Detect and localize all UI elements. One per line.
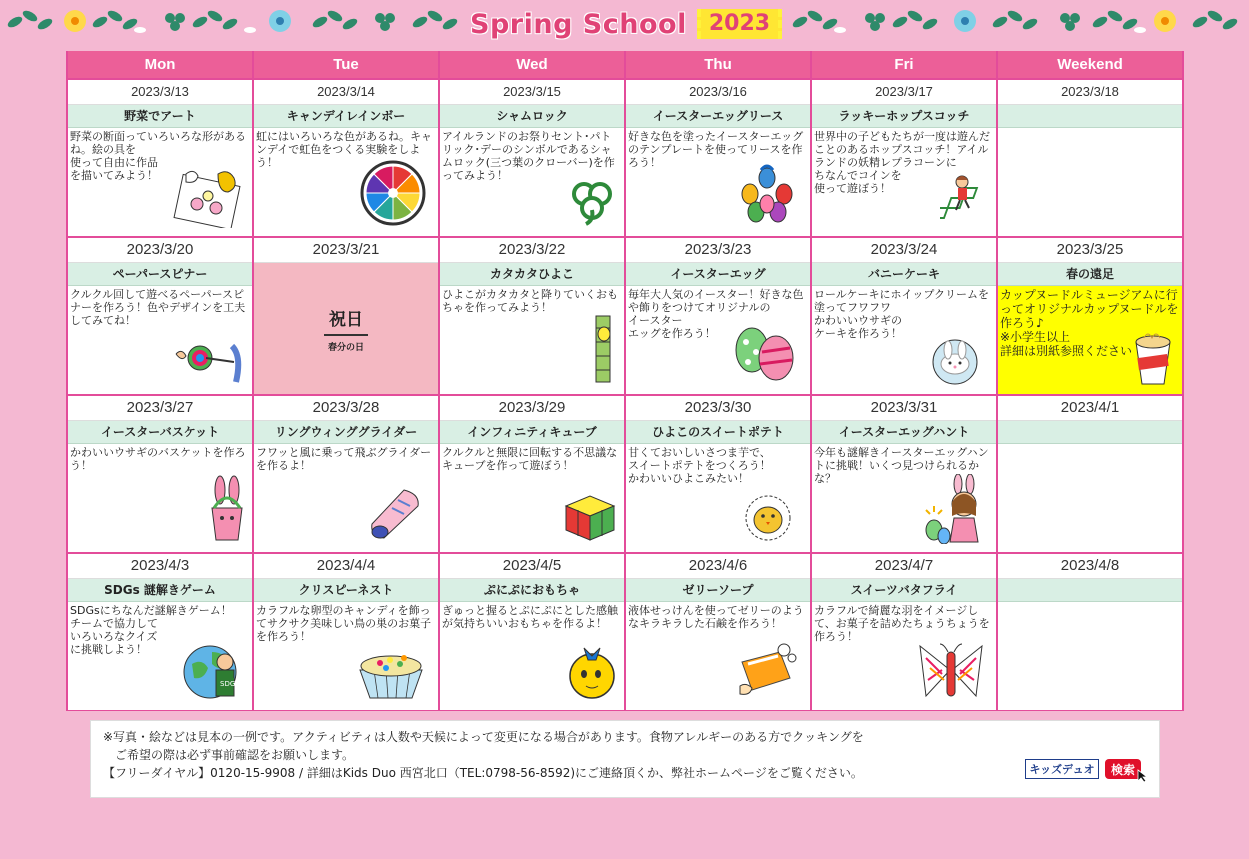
day-cell bbox=[812, 80, 996, 236]
footer-contact: 【フリーダイヤル】0120-15-9908 / 詳細はKids Duo 西宮北口（TEL:0798-56-8592)にご連絡頂くか、弊社ホームページをご覧ください。 bbox=[103, 766, 863, 780]
day-cell bbox=[812, 396, 996, 552]
day-date: 2023/3/29 bbox=[440, 396, 624, 421]
day-date: 2023/4/4 bbox=[254, 554, 438, 579]
day-date: 2023/3/23 bbox=[626, 238, 810, 263]
infinity-cube-icon bbox=[562, 490, 618, 546]
footer-note-line2: ご希望の際は必ず事前確認をお願いします。 bbox=[115, 748, 355, 762]
day-cell bbox=[626, 554, 810, 710]
activity-description: 液体せっけんを使ってゼリーのようなキラキラした石鹸を作ろう！ bbox=[628, 604, 804, 630]
sweets-butterfly-icon bbox=[916, 640, 986, 706]
activity-title: インフィニティキューブ bbox=[440, 421, 624, 444]
day-date: 2023/3/15 bbox=[440, 80, 624, 105]
bunny-cake-icon bbox=[924, 334, 986, 390]
day-date: 2023/3/16 bbox=[626, 80, 810, 105]
day-cell bbox=[254, 80, 438, 236]
day-cell bbox=[440, 80, 624, 236]
footer-note bbox=[90, 720, 1160, 798]
search-button[interactable]: 検索 bbox=[1105, 759, 1141, 779]
activity-description bbox=[998, 444, 1182, 446]
sdgs-globe-icon bbox=[182, 640, 246, 706]
day-date: 2023/3/14 bbox=[254, 80, 438, 105]
holiday-label bbox=[324, 305, 368, 353]
day-cell bbox=[812, 554, 996, 710]
activity-title bbox=[998, 579, 1182, 602]
day-header-fri: Fri bbox=[812, 51, 996, 78]
vegetable-art-icon bbox=[172, 166, 246, 232]
holiday-divider bbox=[324, 334, 368, 336]
ring-glider-icon bbox=[364, 486, 426, 546]
activity-description: 虹にはいろいろな色があるね。キャンデイで虹色をつくる実験をしよう！ bbox=[256, 130, 432, 169]
day-date: 2023/3/13 bbox=[68, 80, 252, 105]
jelly-soap-icon bbox=[734, 642, 798, 704]
sweet-potato-chick-icon bbox=[738, 492, 798, 546]
day-cell bbox=[254, 554, 438, 710]
day-date: 2023/4/7 bbox=[812, 554, 996, 579]
activity-title: キャンデイレインボー bbox=[254, 105, 438, 128]
activity-title: ぷにぷにおもちゃ bbox=[440, 579, 624, 602]
activity-title: ペーパースピナー bbox=[68, 263, 252, 286]
activity-description: アイルランドのお祭りセント･パトリック･デーのシンボルであるシャムロック(三つ葉のクローバー)を作ってみよう！ bbox=[442, 130, 615, 182]
crispy-nest-icon bbox=[356, 648, 426, 704]
day-cell bbox=[440, 554, 624, 710]
day-date: 2023/4/3 bbox=[68, 554, 252, 579]
day-date: 2023/4/8 bbox=[998, 554, 1182, 579]
activity-title: イースターエッグリース bbox=[626, 105, 810, 128]
day-cell bbox=[440, 238, 624, 394]
activity-title: スイーツバタフライ bbox=[812, 579, 996, 602]
day-header-weekend: Weekend bbox=[998, 51, 1182, 78]
day-date: 2023/3/20 bbox=[68, 238, 252, 263]
day-date: 2023/3/31 bbox=[812, 396, 996, 421]
activity-description: 今年も謎解きイースターエッグハントに挑戦！いくつ見つけられるかな？ bbox=[814, 446, 989, 485]
activity-title: ひよこのスイートポテト bbox=[626, 421, 810, 444]
day-date: 2023/3/22 bbox=[440, 238, 624, 263]
activity-description: 野菜の断面っていろいろな形があるね。絵の具を 使って自由に作品 を描いてみよう！ bbox=[70, 130, 246, 182]
kids-duo-search-box[interactable]: キッズデュオ bbox=[1025, 759, 1099, 779]
footer-note-line1: ※写真・絵などは見本の一例です。アクティビティは人数や天候によって変更になる場合があります。食物アレルギーのある方でクッキングを bbox=[103, 730, 864, 744]
day-cell bbox=[68, 238, 252, 394]
day-date: 2023/3/18 bbox=[998, 80, 1182, 105]
cursor-icon bbox=[1137, 769, 1149, 783]
day-date: 2023/4/1 bbox=[998, 396, 1182, 421]
day-cell bbox=[68, 396, 252, 552]
easter-eggs-icon bbox=[732, 322, 798, 388]
activity-description: 世界中の子どもたちが一度は遊んだことのあるホップスコッチ！アイルランドの妖精レプラコーンに ちなんでコインを 使って遊ぼう！ bbox=[814, 130, 990, 195]
cup-noodle-icon bbox=[1130, 328, 1176, 390]
header-banner bbox=[0, 0, 1249, 48]
day-cell bbox=[998, 554, 1182, 710]
activity-description: クルクルと無限に回転する不思議なキューブを作って遊ぼう！ bbox=[442, 446, 618, 472]
paper-spinner-icon bbox=[172, 336, 246, 390]
activity-title: ラッキーホップスコッチ bbox=[812, 105, 996, 128]
holiday-block bbox=[254, 263, 438, 394]
title-wrap bbox=[470, 4, 790, 44]
day-date: 2023/3/28 bbox=[254, 396, 438, 421]
activity-title: バニーケーキ bbox=[812, 263, 996, 286]
activity-description: ぎゅっと握るとぷにぷにとした感触が気持ちいいおもちゃを作るよ！ bbox=[442, 604, 618, 630]
activity-title: イースターバスケット bbox=[68, 421, 252, 444]
egg-wreath-icon bbox=[736, 164, 798, 230]
activity-description: カラフルで綺麗な羽をイメージして、お菓子を詰めたちょうちょうを作ろう！ bbox=[814, 604, 990, 643]
activity-description: ひよこがカタカタと降りていくおもちゃを作ってみよう！ bbox=[442, 288, 618, 314]
activity-description: フワッと風に乗って飛ぶグライダーを作るよ！ bbox=[256, 446, 432, 472]
year-badge: 2023 bbox=[697, 9, 782, 39]
page-title: Spring School bbox=[470, 8, 687, 40]
activity-description: かわいいウサギのバスケットを作ろう！ bbox=[70, 446, 246, 472]
rainbow-candy-icon bbox=[360, 160, 426, 230]
day-date: 2023/3/21 bbox=[254, 238, 438, 263]
day-cell bbox=[998, 396, 1182, 552]
activity-description: SDGsにちなんだ謎解きゲーム！ チームで協力して いろいろなクイズ に挑戦しよう！ bbox=[70, 604, 232, 656]
activity-title: クリスピーネスト bbox=[254, 579, 438, 602]
hopscotch-icon bbox=[940, 174, 986, 232]
activity-description: クルクル回して遊べるペーパースピナーを作ろう！色やデザインを工夫してみてね！ bbox=[70, 288, 246, 327]
day-header-mon: Mon bbox=[68, 51, 252, 78]
day-cell bbox=[812, 238, 996, 394]
day-header-wed: Wed bbox=[440, 51, 624, 78]
day-date: 2023/3/25 bbox=[998, 238, 1182, 263]
bunny-basket-icon bbox=[208, 474, 246, 548]
calendar-grid bbox=[66, 51, 1184, 711]
activity-description: ロールケーキにホイップクリームを塗ってフワフワ かわいいウサギの ケーキを作ろう！ bbox=[814, 288, 990, 340]
day-cell bbox=[998, 80, 1182, 236]
activity-title: SDGs 謎解きゲーム bbox=[68, 579, 252, 602]
day-cell bbox=[626, 396, 810, 552]
activity-title: イースターエッグハント bbox=[812, 421, 996, 444]
activity-title: ゼリーソープ bbox=[626, 579, 810, 602]
day-header-tue: Tue bbox=[254, 51, 438, 78]
activity-description: カップヌードルミュージアムに行ってオリジナルカップヌードルを作ろう♪ ※小学生以上 詳細は別紙参照ください bbox=[998, 286, 1182, 394]
holiday-name: 祝日 bbox=[329, 309, 363, 330]
day-date: 2023/4/5 bbox=[440, 554, 624, 579]
activity-title: イースターエッグ bbox=[626, 263, 810, 286]
day-cell bbox=[254, 396, 438, 552]
day-cell bbox=[626, 238, 810, 394]
day-cell bbox=[440, 396, 624, 552]
activity-title: シャムロック bbox=[440, 105, 624, 128]
day-cell bbox=[254, 238, 438, 394]
day-date: 2023/3/17 bbox=[812, 80, 996, 105]
day-date: 2023/3/24 bbox=[812, 238, 996, 263]
day-date: 2023/4/6 bbox=[626, 554, 810, 579]
day-cell bbox=[68, 554, 252, 710]
activity-title: 春の遠足 bbox=[998, 263, 1182, 286]
activity-description bbox=[998, 128, 1182, 130]
activity-title: リングウィンググライダー bbox=[254, 421, 438, 444]
activity-title: 野菜でアート bbox=[68, 105, 252, 128]
day-header-thu: Thu bbox=[626, 51, 810, 78]
egg-hunt-girl-icon bbox=[920, 474, 986, 548]
activity-description: 好きな色を塗ったイースターエッグのテンプレートを使ってリースを作ろう！ bbox=[628, 130, 804, 169]
chick-ladder-icon bbox=[588, 314, 618, 388]
activity-title bbox=[998, 105, 1182, 128]
day-date: 2023/3/30 bbox=[626, 396, 810, 421]
day-cell bbox=[626, 80, 810, 236]
activity-description: カラフルな卵型のキャンディを飾ってサクサク美味しい鳥の巣のお菓子を作ろう！ bbox=[256, 604, 432, 643]
holiday-sub: 春分の日 bbox=[327, 342, 364, 353]
activity-description bbox=[998, 602, 1182, 604]
day-date: 2023/3/27 bbox=[68, 396, 252, 421]
activity-title bbox=[998, 421, 1182, 444]
svg-text:SDGs: SDGs bbox=[220, 680, 239, 688]
shamrock-icon bbox=[566, 176, 618, 230]
day-cell bbox=[68, 80, 252, 236]
activity-title: カタカタひよこ bbox=[440, 263, 624, 286]
activity-description: 甘くておいしいさつま芋で、 スイートポテトをつくろう！ かわいいひよこみたい！ bbox=[628, 446, 771, 485]
activity-description: 毎年大人気のイースター！好きな色や飾りをつけてオリジナルの イースター エッグを作ろう！ bbox=[628, 288, 804, 340]
squishy-toy-icon bbox=[566, 640, 618, 704]
day-cell bbox=[998, 238, 1182, 394]
